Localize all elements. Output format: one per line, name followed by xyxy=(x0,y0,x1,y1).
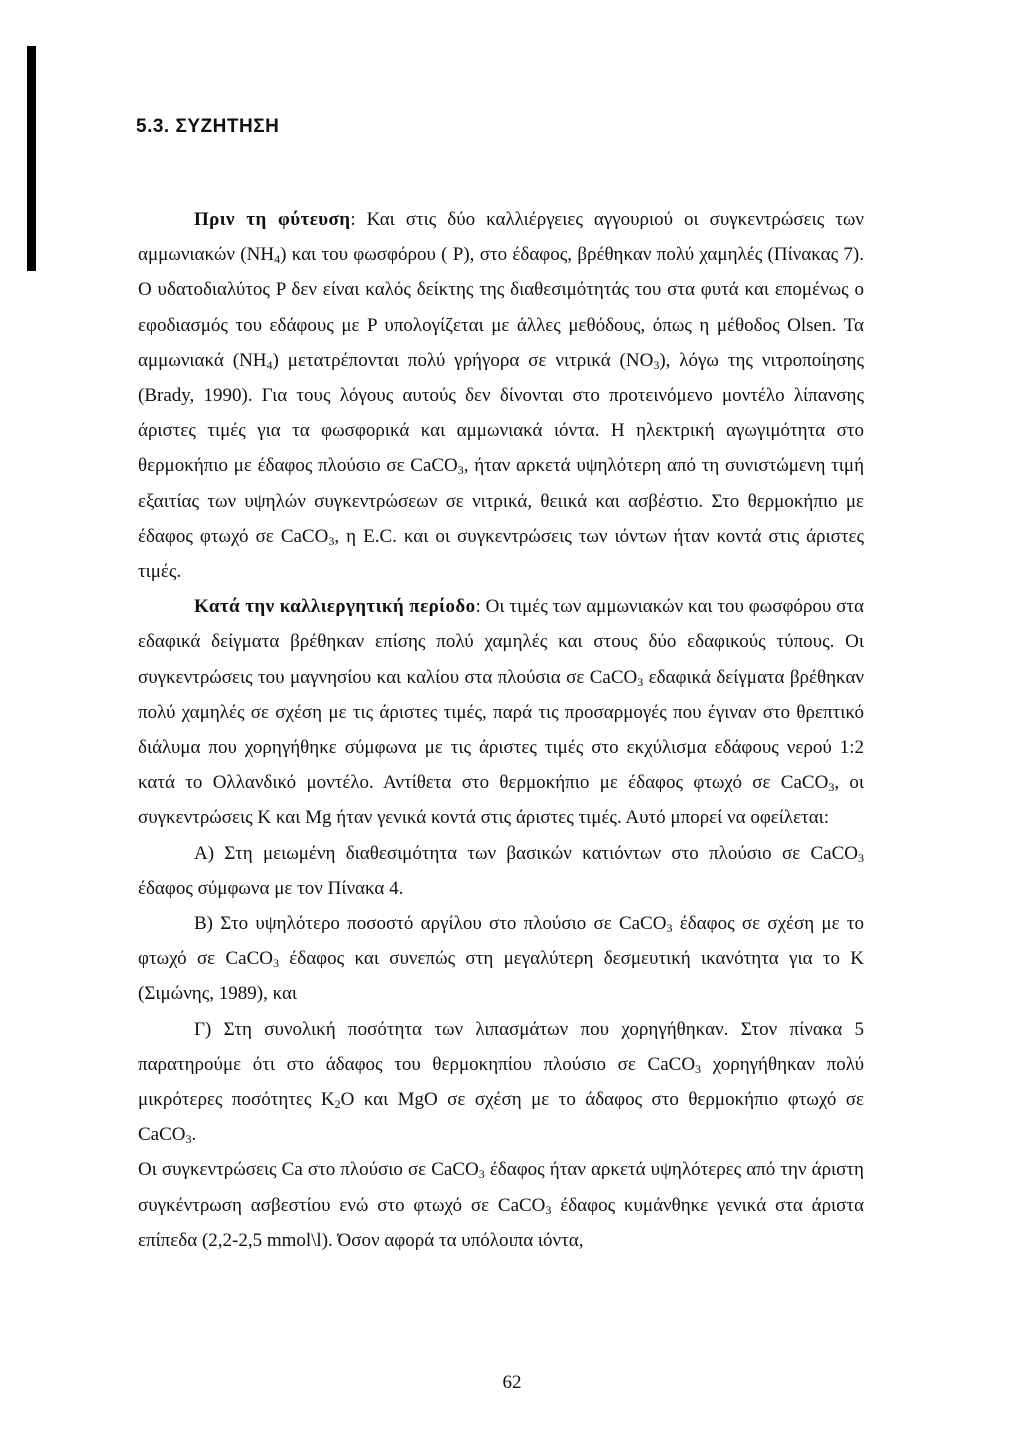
text-run: έδαφος ήταν αρκετά υψηλότερες από την άριστη συγκέντρωση ασβεστίου ενώ στο φτωχό σε CaCO xyxy=(138,1159,864,1216)
subscript: 3 xyxy=(272,956,279,971)
text-run: Β) Στο υψηλότερο ποσοστό αργίλου στο πλούσιο σε CaCO xyxy=(194,913,667,935)
text-run: : Και στις δύο καλλιέργειες αγγουριού οι συγκεντρώσεις των αμμωνιακών (NH xyxy=(138,209,864,266)
list-item-a xyxy=(138,836,864,906)
text-run: Α) Στη μειωμένη διαθεσιμότητα των βασικών κατιόντων στο πλούσιο σε CaCO xyxy=(194,842,858,864)
text-run: εδαφικά δείγματα βρέθηκαν πολύ χαμηλές σε σχέση με τις άριστες τιμές, παρά τις προσαρμογές που έγιναν στο θρεπτικό διάλυμα που χορηγήθηκε σύμφωνα με τις άριστες τιμές στο εκχύλισμα εδάφους νερού 1:2 κατά το Ολλανδικό μοντέλο. Αντίθετα στο θερμοκήπιο με έδαφος φτωχό σε CaCO xyxy=(138,666,864,794)
section-heading: 5.3. ΣΥΖΗΤΗΣΗ xyxy=(136,116,280,137)
scan-margin-bar xyxy=(27,46,36,271)
subscript: 2 xyxy=(334,1097,341,1112)
text-run: ) μετατρέπονται πολύ γρήγορα σε νιτρικά (NO xyxy=(272,349,654,371)
text-run: ) και του φωσφόρου ( P), στο έδαφος, βρέθηκαν πολύ χαμηλές (Πίνακας 7). Ο υδατοδιαλύτος P δεν είναι καλός δείκτης της διαθεσιμότητάς του στα φυτά και επομένως ο εφοδιασμός του εδάφους με P υπολογίζεται με άλλες μεθόδους, όπως η μέθοδος Olsen. Τα αμμωνιακά (NH xyxy=(138,244,864,371)
subscript: 3 xyxy=(828,780,835,795)
subscript: 3 xyxy=(478,1167,485,1182)
subscript: 3 xyxy=(858,850,864,865)
text-run: έδαφος σε σχέση με το φτωχό σε CaCO xyxy=(138,913,864,970)
paragraph-lead: Κατά την καλλιεργητική περίοδο xyxy=(194,596,476,618)
text-run: έδαφος και συνεπώς στη μεγαλύτερη δεσμευτική ικανότητα για το K (Σιμώνης, 1989), και xyxy=(138,948,865,1005)
paragraph-calcium xyxy=(138,1152,864,1258)
subscript: 3 xyxy=(185,1132,192,1147)
list-item-c xyxy=(138,1012,864,1153)
text-run: ), λόγω της νιτροποίησης (Brady, 1990). Για τους λόγους αυτούς δεν δίνονται στο προτεινόμενο μοντέλο λίπανσης άριστες τιμές για τα φωσφορικά και αμμωνιακά ιόντα. Η ηλεκτρική αγωγιμότητα στο θερμοκήπιο με έδαφος πλούσιο σε CaCO xyxy=(138,349,864,477)
subscript: 3 xyxy=(637,674,644,689)
subscript: 3 xyxy=(666,921,673,936)
subscript: 3 xyxy=(457,463,464,478)
text-run: . xyxy=(191,1124,197,1146)
subscript: 3 xyxy=(695,1061,702,1076)
text-run: Οι συγκεντρώσεις Ca στο πλούσιο σε CaCO xyxy=(138,1159,479,1181)
paragraph-growing-season xyxy=(138,589,864,835)
text-run: Γ) Στη συνολική ποσότητα των λιπασμάτων που χορηγήθηκαν. Στον πίνακα 5 παρατηρούμε ότι στο άδαφος του θερμοκηπίου πλούσιο σε CaCO xyxy=(138,1018,864,1075)
text-run: , η E.C. και οι συγκεντρώσεις των ιόντων ήταν κοντά στις άριστες τιμές. xyxy=(138,525,865,583)
text-run: O και MgO σε σχέση με το άδαφος στο θερμοκήπιο φτωχό σε CaCO xyxy=(138,1089,864,1146)
body-text xyxy=(138,202,864,1258)
text-run: , ήταν αρκετά υψηλότερη από τη συνιστώμενη τιμή εξαιτίας των υψηλών συγκεντρώσεων σε νιτρικά, θειικά και ασβέστιο. Στο θερμοκήπιο με έδαφος φτωχό σε CaCO xyxy=(138,455,864,547)
subscript: 4 xyxy=(274,252,281,267)
subscript: 3 xyxy=(328,533,335,548)
text-run: χορηγήθηκαν πολύ μικρότερες ποσότητες K xyxy=(138,1053,864,1111)
paragraph-lead: Πριν τη φύτευση xyxy=(194,209,351,230)
text-run: έδαφος κυμάνθηκε γενικά στα άριστα επίπεδα (2,2-2,5 mmol\l). Όσον αφορά τα υπόλοιπα ιόντα, xyxy=(138,1194,864,1251)
paragraph-before-planting xyxy=(138,202,864,589)
text-run: , οι συγκεντρώσεις K και Mg ήταν γενικά κοντά στις άριστες τιμές. Αυτό μπορεί να οφείλεται: xyxy=(138,772,864,829)
subscript: 3 xyxy=(545,1202,552,1217)
text-run: : Οι τιμές των αμμωνιακών και του φωσφόρου στα εδαφικά δείγματα βρέθηκαν επίσης πολύ χαμηλές και στους δύο εδαφικούς τύπους. Οι συγκεντρώσεις του μαγνησίου και καλίου στα πλούσια σε CaCO xyxy=(138,596,864,688)
page-number: 62 xyxy=(502,1372,522,1393)
subscript: 4 xyxy=(266,357,273,372)
subscript: 3 xyxy=(653,357,660,372)
text-run: έδαφος σύμφωνα με τον Πίνακα 4. xyxy=(138,877,404,899)
list-item-b xyxy=(138,906,864,1012)
